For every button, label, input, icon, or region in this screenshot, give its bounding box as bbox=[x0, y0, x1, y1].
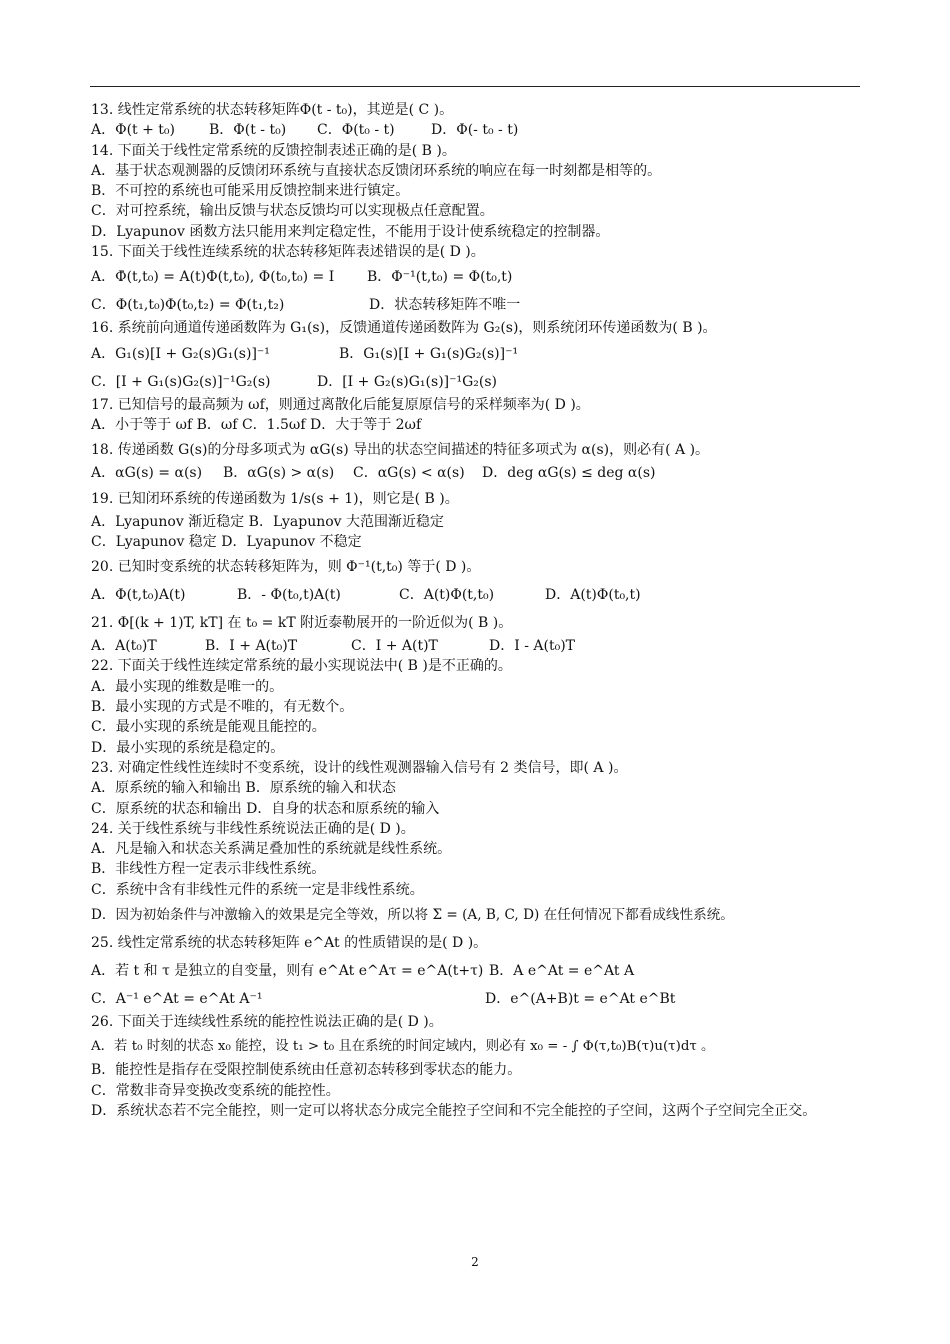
q21-options bbox=[91, 636, 859, 656]
q16-stem: 16. 系统前向通道传递函数阵为 G₁(s)，反馈通道传递函数阵为 G₂(s)，则系统闭环传递函数为( B )。 bbox=[91, 320, 717, 337]
header-rule bbox=[90, 86, 860, 87]
q25-option-c: C．A⁻¹ e^At = e^At A⁻¹ bbox=[91, 991, 263, 1008]
q16-option-a: A．G₁(s)[I + G₂(s)G₁(s)]⁻¹ bbox=[91, 345, 270, 362]
q20-options bbox=[91, 580, 859, 608]
q17-options: A．小于等于 ωf B．ωf C．1.5ωf D．大于等于 2ωf bbox=[91, 416, 422, 433]
q22-option-a: A．最小实现的维数是唯一的。 bbox=[91, 678, 284, 695]
q14-option-a: A．基于状态观测器的反馈闭环系统与直接状态反馈闭环系统的响应在每一时刻都是相等的。 bbox=[91, 162, 662, 179]
q20-option-d: D．A(t)Φ(t₀,t) bbox=[545, 587, 641, 604]
q13-option-a: A．Φ(t + t₀) bbox=[91, 122, 176, 139]
q13-stem: 13. 线性定常系统的状态转移矩阵Φ(t - t₀)，其逆是( C )。 bbox=[91, 102, 454, 118]
q15-option-c: C．Φ(t₁,t₀)Φ(t₀,t₂) = Φ(t₁,t₂) bbox=[91, 297, 285, 314]
q13-options bbox=[91, 120, 859, 140]
q24-stem: 24. 关于线性系统与非线性系统说法正确的是( D )。 bbox=[91, 820, 415, 837]
q19-stem: 19. 已知闭环系统的传递函数为 1/s(s + 1)，则它是( B )。 bbox=[91, 490, 459, 507]
q18-option-d: D．deg αG(s) ≤ deg α(s) bbox=[482, 465, 656, 482]
q20-stem: 20. 已知时变系统的状态转移矩阵为，则 Φ⁻¹(t,t₀) 等于( D )。 bbox=[91, 559, 481, 576]
q15-options-ab bbox=[91, 262, 859, 290]
q15-stem: 15. 下面关于线性连续系统的状态转移矩阵表述错误的是( D )。 bbox=[91, 244, 485, 261]
q21-option-b: B．I + A(t₀)T bbox=[205, 638, 298, 655]
q21-option-a: A．A(t₀)T bbox=[91, 638, 157, 655]
q16-option-b: B．G₁(s)[I + G₁(s)G₂(s)]⁻¹ bbox=[339, 345, 519, 362]
q18-option-a: A．αG(s) = α(s) bbox=[91, 465, 203, 482]
q16-options-cd bbox=[91, 367, 859, 395]
q15-option-a: A．Φ̇(t,t₀) = A(t)Φ(t,t₀), Φ(t₀,t₀) = I bbox=[91, 269, 335, 286]
q23-options-cd: C．原系统的状态和输出 D．自身的状态和原系统的输入 bbox=[91, 800, 440, 817]
q14-option-d: D．Lyapunov 函数方法只能用来判定稳定性，不能用于设计使系统稳定的控制器。 bbox=[91, 223, 610, 240]
q25-options-ab bbox=[91, 956, 859, 984]
q21-stem: 21. Φ[(k + 1)T, kT] 在 t₀ = kT 附近泰勒展开的一阶近似为( B )。 bbox=[91, 615, 513, 632]
q22-option-b: B．最小实现的方式是不唯的，有无数个。 bbox=[91, 699, 354, 716]
page-number: 2 bbox=[471, 1255, 479, 1269]
q18-options bbox=[91, 463, 859, 483]
q14-option-b: B．不可控的系统也可能采用反馈控制来进行镇定。 bbox=[91, 183, 410, 200]
q17-stem: 17. 已知信号的最高频为 ωf，则通过离散化后能复原原信号的采样频率为( D )。 bbox=[91, 396, 590, 413]
q15-option-d: D．状态转移矩阵不唯一 bbox=[369, 297, 521, 314]
q15-options-cd bbox=[91, 290, 859, 318]
q23-stem: 23. 对确定性线性连续时不变系统，设计的线性观测器输入信号有 2 类信号，即( A )。 bbox=[91, 759, 628, 776]
q18-option-b: B．αG(s) > α(s) bbox=[223, 465, 335, 482]
q24-option-b: B．非线性方程一定表示非线性系统。 bbox=[91, 861, 326, 878]
q13-option-d: D．Φ(- t₀ - t) bbox=[431, 122, 519, 139]
q14-option-c: C．对可控系统，输出反馈与状态反馈均可以实现极点任意配置。 bbox=[91, 203, 494, 220]
q16-option-d: D．[I + G₂(s)G₁(s)]⁻¹G₂(s) bbox=[317, 373, 498, 390]
q26-option-b: B．能控性是指存在受限控制使系统由任意初态转移到零状态的能力。 bbox=[91, 1062, 522, 1079]
question-list bbox=[91, 100, 859, 1121]
q23-options-ab: A．原系统的输入和输出 B．原系统的输入和状态 bbox=[91, 780, 396, 797]
q22-option-d: D．最小实现的系统是稳定的。 bbox=[91, 739, 285, 756]
q18-option-c: C．αG(s) < α(s) bbox=[353, 465, 465, 482]
q21-option-d: D．I - A(t₀)T bbox=[489, 638, 575, 655]
q26-option-c: C．常数非奇异变换改变系统的能控性。 bbox=[91, 1082, 340, 1099]
q16-options-ab bbox=[91, 339, 859, 367]
q20-option-b: B．- Φ(t₀,t)A(t) bbox=[237, 587, 341, 604]
q14-stem: 14. 下面关于线性定常系统的反馈控制表述正确的是( B )。 bbox=[91, 142, 456, 159]
q24-option-d: D．因为初始条件与冲激输入的效果是完全等效，所以将 Σ = (A, B, C, D) 在任何情况下都看成线性系统。 bbox=[91, 907, 734, 924]
q15-option-b: B．Φ⁻¹(t,t₀) = Φ(t₀,t) bbox=[367, 269, 513, 286]
q20-option-a: A．Φ(t,t₀)A(t) bbox=[91, 587, 186, 604]
q22-stem: 22. 下面关于线性连续定常系统的最小实现说法中( B )是不正确的。 bbox=[91, 658, 512, 675]
q19-options-ab: A．Lyapunov 渐近稳定 B．Lyapunov 大范围渐近稳定 bbox=[91, 513, 445, 530]
q19-options-cd: C．Lyapunov 稳定 D．Lyapunov 不稳定 bbox=[91, 533, 362, 550]
q24-option-a: A．凡是输入和状态关系满足叠加性的系统就是线性系统。 bbox=[91, 841, 452, 858]
q25-stem: 25. 线性定常系统的状态转移矩阵 e^At 的性质错误的是( D )。 bbox=[91, 935, 488, 952]
q13-option-b: B．Φ(t - t₀) bbox=[209, 122, 287, 139]
q26-option-d: D．系统状态若不完全能控，则一定可以将状态分成完全能控子空间和不完全能控的子空间，这两个子空间完全正交。 bbox=[91, 1102, 817, 1119]
q18-stem: 18. 传递函数 G(s)的分母多项式为 αG(s) 导出的状态空间描述的特征多项式为 α(s)，则必有( A )。 bbox=[91, 442, 710, 459]
q26-stem: 26. 下面关于连续线性系统的能控性说法正确的是( D )。 bbox=[91, 1014, 443, 1031]
q24-option-c: C．系统中含有非线性元件的系统一定是非线性系统。 bbox=[91, 881, 424, 898]
q22-option-c: C．最小实现的系统是能观且能控的。 bbox=[91, 719, 326, 736]
q16-option-c: C．[I + G₁(s)G₂(s)]⁻¹G₂(s) bbox=[91, 373, 271, 390]
q25-option-b: B．A e^At = e^At A bbox=[489, 963, 635, 980]
q13-option-c: C．Φ(t₀ - t) bbox=[317, 122, 395, 139]
q20-option-c: C．A(t)Φ(t,t₀) bbox=[399, 587, 495, 604]
q25-option-d: D．e^(A+B)t = e^At e^Bt bbox=[485, 991, 676, 1008]
q25-options-cd bbox=[91, 984, 859, 1012]
q21-option-c: C．I + A(t)T bbox=[351, 638, 438, 655]
q25-option-a: A．若 t 和 τ 是独立的自变量，则有 e^At e^Aτ = e^A(t+τ) bbox=[91, 963, 484, 980]
q26-option-a: A．若 t₀ 时刻的状态 x₀ 能控，设 t₁ > t₀ 且在系统的时间定域内，则必有 x₀ = - ∫ Φ(τ,t₀)B(τ)u(τ)dτ 。 bbox=[91, 1039, 715, 1055]
